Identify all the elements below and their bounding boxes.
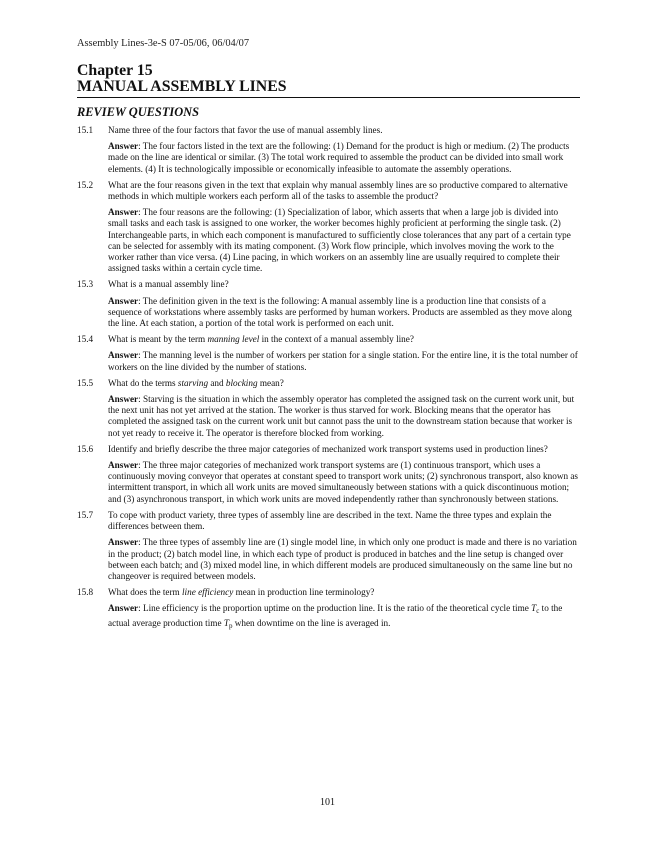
chapter-number: Chapter 15 <box>77 62 153 79</box>
question-number: 15.7 <box>77 509 94 520</box>
question <box>77 378 580 389</box>
math-symbol: T <box>531 603 537 614</box>
qa-item <box>77 444 580 505</box>
question-text: What is a manual assembly line? <box>108 279 229 290</box>
answer-text: : The three major categories of mechanized work transport systems are (1) continuous transport, which uses a continuously moving conveyor that operates at constant speed to transport work units; (2) synchronous transport, also known as intermittent transport, in which all work units are moved simultaneously between stations with a quick discontinuous motion; and (3) asynchronous transport, in which work units are moved independently rather than synchronously between stations. <box>108 460 579 504</box>
answer-label: Answer <box>108 295 139 306</box>
answer <box>77 296 580 330</box>
question-number: 15.2 <box>77 179 94 190</box>
answer-text: : The four factors listed in the text are the following: (1) Demand for the product is high or medium. (2) The products made on the line are identical or similar. (3) The total work required to assemble the product can be divided into small work elements. (4) It is technologically impossible or economically infeasible to automate the assembly operations. <box>108 141 570 174</box>
answer-label: Answer <box>108 603 139 614</box>
answer-text: : The four reasons are the following: (1) Specialization of labor, which asserts that when a large job is divided into small tasks and each task is assigned to one worker, the worker becomes highly proficient at performing the single task. (2) Interchangeable parts, in which each component is manufactured to sufficiently close tolerances that any part of a certain type can be selected for assembly with its mating component. (3) Work flow principle, which involves moving the work to the worker rather than vice versa. (4) Line pacing, in which workers on an assembly line are usually required to complete their assigned tasks within a certain cycle time. <box>108 207 571 274</box>
qa-item <box>77 180 580 275</box>
question <box>77 279 580 290</box>
term-emphasis: line efficiency <box>182 587 234 598</box>
question <box>77 125 580 136</box>
term-emphasis: manning level <box>207 334 260 345</box>
question-number: 15.5 <box>77 377 94 388</box>
math-symbol: T <box>223 617 229 628</box>
math-subscript: c <box>536 607 540 616</box>
question <box>77 334 580 345</box>
answer-text: : Starving is the situation in which the assembly operator has completed the assigned task on the current work unit, but the next unit has not yet arrived at the station. The worker is thus starved for work. Blocking means that the operator has completed the assigned task on the current work unit but cannot pass the unit to the downstream station because that worker is not yet ready to receive it. The operator is therefore blocked from working. <box>108 394 575 438</box>
qa-item <box>77 279 580 329</box>
answer-text: : Line efficiency is the proportion uptime on the production line. It is the ratio of the theoretical cycle time $T_c$ to the actual average production time $T_p$ when downtime on the line is averaged in. <box>108 603 563 630</box>
term-emphasis: starving <box>177 377 209 388</box>
question <box>77 444 580 455</box>
question-text: What do the terms starving and blocking mean? <box>108 377 284 388</box>
question-number: 15.3 <box>77 279 94 290</box>
answer <box>77 603 580 631</box>
question-text: Identify and briefly describe the three major categories of mechanized work transport systems used in production lines? <box>108 443 548 454</box>
answer-label: Answer <box>108 394 139 405</box>
answer <box>77 394 580 439</box>
question <box>77 510 580 532</box>
qa-item <box>77 510 580 582</box>
question <box>77 180 580 202</box>
answer <box>77 537 580 582</box>
answer <box>77 460 580 505</box>
question-text: What are the four reasons given in the text that explain why manual assembly lines are so productive compared to alternative methods in which multiple workers each perform all of the tasks to assemble the product? <box>108 179 568 202</box>
running-header: Assembly Lines-3e-S 07-05/06, 06/04/07 <box>77 38 250 49</box>
question-text: Name three of the four factors that favor the use of manual assembly lines. <box>108 125 383 135</box>
answer-text: : The manning level is the number of workers per station for a single station. For the entire line, it is the total number of workers on the line divided by the number of stations. <box>108 350 578 372</box>
answer-text: : The definition given in the text is the following: A manual assembly line is a production line that consists of a sequence of workstations where assembly tasks are performed by human workers. Products are assembled as they move along the line. At each station, a portion of the total work is performed on each unit. <box>108 295 572 329</box>
question-text: What does the term line efficiency mean in production line terminology? <box>108 587 375 598</box>
answer-text: : The three types of assembly line are (1) single model line, in which only one product is made and there is no variation in the product; (2) batch model line, in which each type of product is produced in batches and the line setup is changed over between each batch; and (3) mixed model line, in which different models are produced simultaneously on the same line but no changeover is required between models. <box>108 537 577 581</box>
question-text: To cope with product variety, three types of assembly line are described in the text. Name the three types and explain the differences between them. <box>108 509 552 532</box>
qa-item <box>77 378 580 439</box>
answer-label: Answer <box>108 350 139 361</box>
qa-item <box>77 125 580 175</box>
math-subscript: p <box>228 621 233 630</box>
answer <box>77 207 580 274</box>
question <box>77 587 580 598</box>
chapter-title: MANUAL ASSEMBLY LINES <box>77 78 287 95</box>
answer-label: Answer <box>108 460 139 471</box>
title-rule <box>77 97 580 98</box>
answer-label: Answer <box>108 207 139 218</box>
answer <box>77 141 580 175</box>
chapter-heading <box>77 63 580 119</box>
question-number: 15.4 <box>77 334 94 345</box>
review-questions-list <box>77 125 580 637</box>
section-heading: REVIEW QUESTIONS <box>77 105 200 119</box>
question-number: 15.1 <box>77 125 94 135</box>
question-number: 15.6 <box>77 443 94 454</box>
answer <box>77 350 580 372</box>
term-emphasis: blocking <box>225 377 258 388</box>
qa-item <box>77 587 580 632</box>
question-text: What is meant by the term manning level in the context of a manual assembly line? <box>108 334 414 345</box>
answer-label: Answer <box>108 141 139 152</box>
qa-item <box>77 334 580 373</box>
answer-label: Answer <box>108 537 139 548</box>
page-number: 101 <box>320 797 335 808</box>
question-number: 15.8 <box>77 587 94 598</box>
